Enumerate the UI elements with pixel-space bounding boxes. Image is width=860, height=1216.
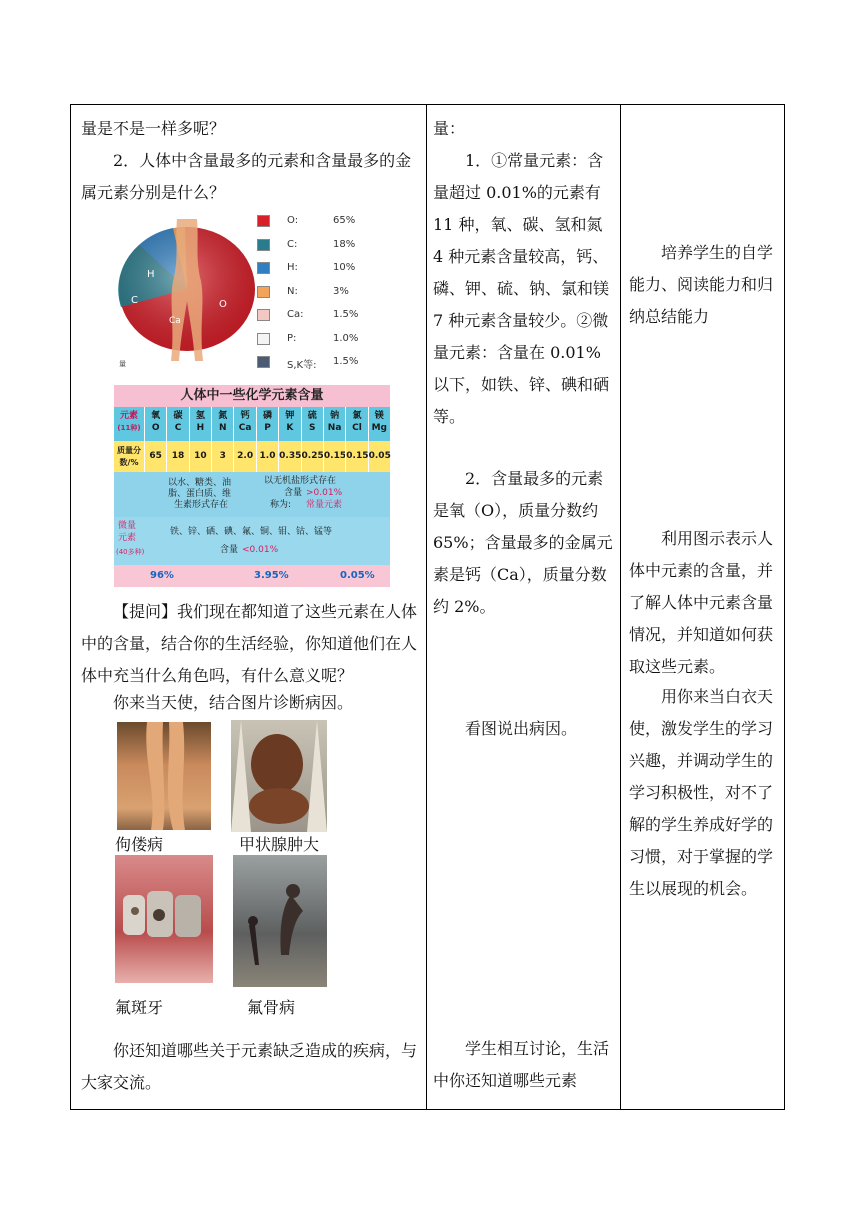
element-value-cell: 0.05 (368, 441, 390, 472)
element-content-table (114, 385, 390, 587)
goiter-photo (231, 720, 327, 832)
legend-row-h: H: 10% (257, 258, 367, 282)
answer-2: 2．含量最多的元素是氧（O），质量分数约 65%；含量最多的金属元素是钙（Ca），质量分数约 2%。 (433, 469, 613, 616)
rickets-photo (117, 722, 211, 830)
element-value-cell: 0.15 (323, 441, 345, 472)
caption-rickets: 佝偻病 (115, 835, 164, 854)
intent-3: 用你来当白衣天使，激发学生的学习兴趣，并调动学生的学习积极性，对不了解的学生养成好学的习惯，对于掌握的学生以展现的机会。 (629, 687, 774, 898)
discussion-prompt: 你还知道哪些关于元素缺乏造成的疾病，与大家交流。 (81, 1041, 418, 1092)
element-value-row (114, 441, 390, 472)
element-value-cell: 0.15 (345, 441, 367, 472)
element-cell: 氮 N (211, 407, 233, 441)
dental-fluorosis-photo (115, 855, 213, 983)
element-cell: 氧 O (144, 407, 166, 441)
element-cell: 镁 Mg (368, 407, 390, 441)
legend-row-o: O: 65% (257, 211, 367, 235)
element-value-cell: 18 (166, 441, 188, 472)
element-cell: 氯 Cl (345, 407, 367, 441)
element-value-cell: 10 (189, 441, 211, 472)
pie-label-ca: Ca (169, 316, 181, 326)
element-cell: 磷 P (256, 407, 278, 441)
element-cell: 钾 K (278, 407, 300, 441)
legend-row-p: P: 1.0% (257, 329, 367, 353)
element-value-cell: 2.0 (233, 441, 255, 472)
caption-goiter: 甲状腺肿大 (239, 835, 320, 854)
element-head-label: 元素 (11种) (117, 411, 141, 432)
element-value-cell: 0.25 (301, 441, 323, 472)
column-divider-2 (620, 105, 621, 1109)
element-value-cell: 0.35 (278, 441, 300, 472)
macro-band: 以水、糖类、油 脂、蛋白质、维 生素形式存在 以无机盐形式存在 含量 >0.01% 称为: 常量元素 (114, 472, 390, 517)
legend-row-n: N: 3% (257, 282, 367, 306)
lesson-table (70, 104, 785, 1110)
pie-legend (257, 211, 367, 376)
intent-1: 培养学生的自学能力、阅读能力和归纳总结能力 (629, 243, 774, 326)
answer-diagnosis: 看图说出病因。 (465, 719, 578, 738)
element-cell: 氢 H (189, 407, 211, 441)
element-value-label: 质量分数/% (117, 446, 141, 467)
column-divider-1 (426, 105, 427, 1109)
legend-row-c: C: 18% (257, 235, 367, 259)
caption-dental-fluorosis: 氟斑牙 (115, 998, 164, 1017)
answer-continued: 量： (433, 119, 466, 138)
pie-label-o: O (219, 299, 227, 310)
element-table-footer: 96% 3.95% 0.05% (114, 565, 390, 587)
element-value-cell: 3 (211, 441, 233, 472)
answer-1: 1．①常量元素：含量超过 0.01%的元素有 11 种，氧、碳、氢和氮 4 种元素含量较高，钙、磷、钾、硫、钠、氯和镁 7 种元素含量较少。②微量元素：含量在 0.01%以下，如铁、锌、碘和硒等。 (433, 151, 610, 426)
legend-row-sk: S,K等: 1.5% (257, 352, 367, 376)
question-2: 2．人体中含量最多的元素和含量最多的金属元素分别是什么？ (81, 151, 412, 202)
diagnosis-instruction: 你来当天使，结合图片诊断病因。 (113, 693, 354, 712)
element-cell: 钠 Na (323, 407, 345, 441)
pie-side-label: 量 (119, 360, 126, 368)
answer-discussion: 学生相互讨论，生活中你还知道哪些元素 (433, 1039, 610, 1090)
pie-label-c: C (131, 295, 138, 306)
element-table-title: 人体中一些化学元素含量 (114, 385, 390, 407)
element-cell: 碳 C (166, 407, 188, 441)
pie-label-h: H (147, 269, 155, 280)
question-continued: 量是不是一样多呢？ (81, 119, 226, 138)
intent-2: 利用图示表示人体中元素的含量，并了解人体中元素含量情况，并知道如何获取这些元素。 (629, 529, 774, 676)
micro-band: 微量 元素 (40多种) 铁、锌、硒、碘、氟、铜、钼、钴、锰等 含量 <0.01% (114, 517, 390, 565)
element-value-cell: 65 (144, 441, 166, 472)
element-cell: 钙 Ca (233, 407, 255, 441)
skeletal-fluorosis-photo (233, 855, 327, 987)
element-symbol-row (114, 407, 390, 441)
caption-skeletal-fluorosis: 氟骨病 (247, 998, 296, 1017)
question-prompt: 【提问】我们现在都知道了这些元素在人体中的含量，结合你的生活经验，你知道他们在人体中充当什么角色吗，有什么意义呢？ (81, 602, 418, 685)
element-pie-chart (117, 211, 257, 371)
element-value-cell: 1.0 (256, 441, 278, 472)
legend-row-ca: Ca: 1.5% (257, 305, 367, 329)
element-cell: 硫 S (301, 407, 323, 441)
